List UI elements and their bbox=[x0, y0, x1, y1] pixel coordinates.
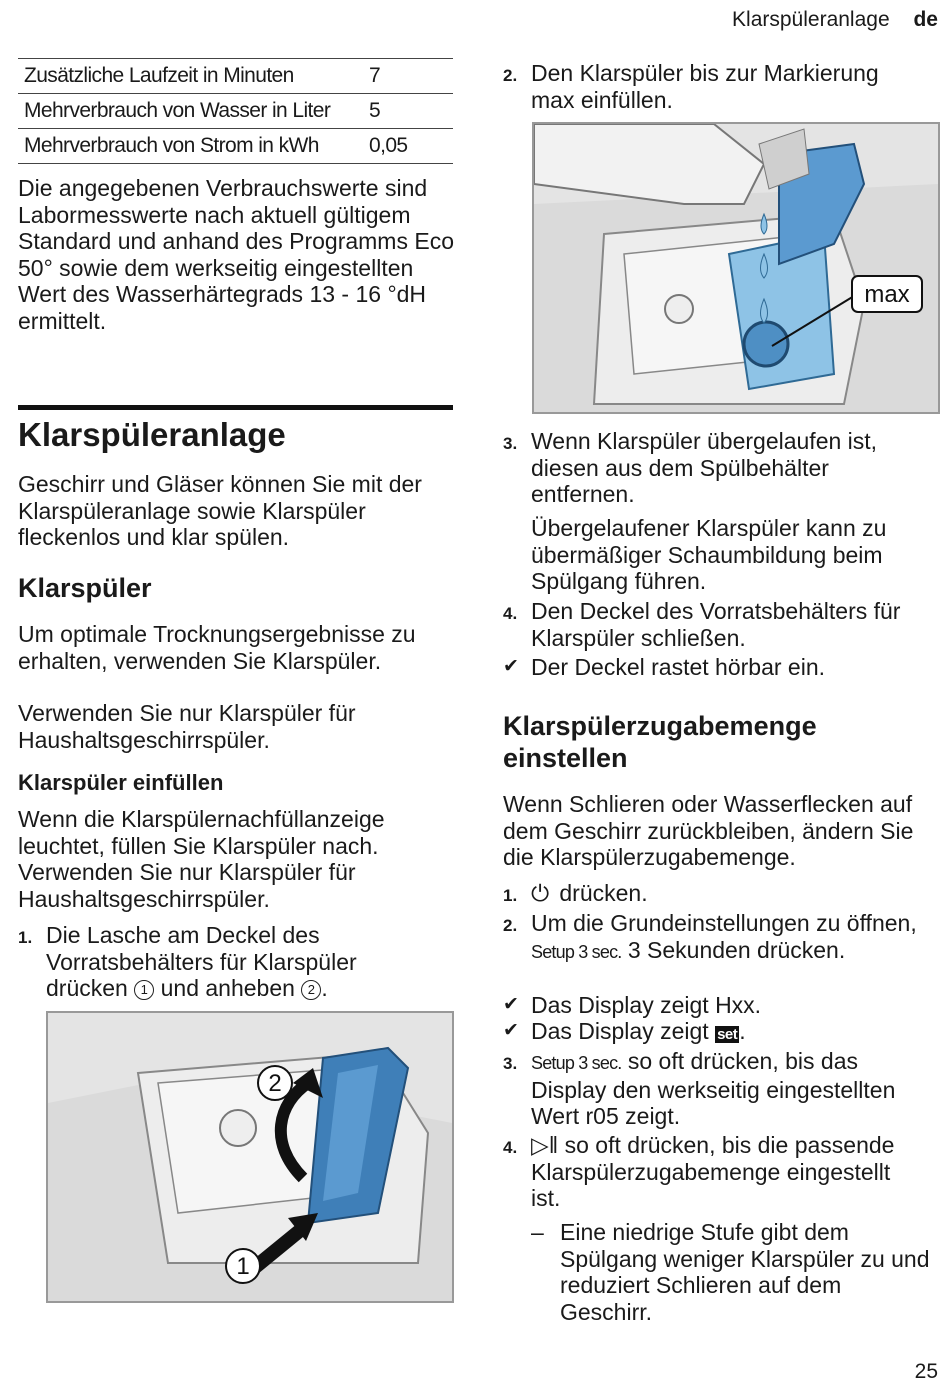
step-text: so oft drücken, bis das Display den werkseitig eingestellten Wert r05 zeigt. bbox=[531, 1048, 896, 1129]
circle-1-icon: 1 bbox=[134, 980, 154, 1000]
dispenser-fill-illustration bbox=[534, 124, 938, 412]
row-label: Mehrverbrauch von Strom in kWh bbox=[18, 129, 363, 164]
check-icon: ✔ bbox=[503, 994, 519, 1015]
step-3 bbox=[503, 428, 933, 508]
section-rule bbox=[18, 405, 453, 410]
step-number: 3. bbox=[503, 434, 518, 453]
paragraph: Verwenden Sie nur Klarspüler für Haushaltsgeschirrspüler. bbox=[18, 859, 356, 912]
result-3: ✔ Das Display zeigt set. bbox=[503, 1018, 746, 1044]
play-pause-icon: ▷‖ bbox=[531, 1132, 559, 1158]
step-number: 2. bbox=[503, 66, 518, 85]
step-text: Den Klarspüler bis zur Markierung max einfüllen. bbox=[531, 60, 879, 113]
figure-fill-max bbox=[532, 122, 940, 414]
step-number: 3. bbox=[503, 1054, 518, 1073]
paragraph: Wenn die Klarspülernachfüllanzeige leuchtet, füllen Sie Klarspüler nach. bbox=[18, 806, 385, 859]
consumption-table-wrap bbox=[18, 58, 453, 164]
step-4 bbox=[503, 598, 933, 651]
circle-2-icon: 2 bbox=[301, 980, 321, 1000]
consumption-table bbox=[18, 58, 453, 164]
step-text: so oft drücken, bis die passende Klarspülerzugabemenge eingestellt ist. bbox=[531, 1132, 895, 1211]
step-number: 4. bbox=[503, 604, 518, 623]
sub-item-text: Eine niedrige Stufe gibt dem Spülgang weniger Klarspüler zu und reduziert Schlieren auf dem Geschirr. bbox=[560, 1219, 930, 1325]
step-note: Übergelaufener Klarspüler kann zu übermäßiger Schaumbildung beim Spülgang führen. bbox=[531, 515, 887, 594]
step-1: 1. Die Lasche am Deckel des Vorratsbehälters für Klarspüler drücken 1 und anheben 2 . bbox=[18, 922, 357, 1001]
step-text: 3 Sekunden drücken. bbox=[627, 936, 846, 963]
paragraph: Verwenden Sie nur Klarspüler für Haushaltsgeschirrspüler. bbox=[18, 700, 356, 753]
section-intro: Geschirr und Gläser können Sie mit der Klarspüleranlage sowie Klarspüler fleckenlos und klar spülen. bbox=[18, 471, 422, 550]
row-value: 5 bbox=[363, 94, 453, 129]
page-number: 25 bbox=[914, 1360, 938, 1383]
result-text: Der Deckel rastet hörbar ein. bbox=[531, 654, 826, 680]
setting-step-1 bbox=[503, 880, 933, 910]
step-text: Die Lasche am Deckel des Vorratsbehälters für Klarspüler drücken bbox=[46, 922, 357, 1001]
step-text: Wenn Klarspüler übergelaufen ist, diesen aus dem Spülbehälter entfernen. bbox=[531, 428, 878, 507]
result-text: Das Display zeigt bbox=[531, 1018, 709, 1044]
figure-label-1: 1 bbox=[236, 1253, 250, 1280]
step-text: und anheben bbox=[160, 975, 295, 1001]
step-number: 4. bbox=[503, 1138, 518, 1157]
check-icon: ✔ bbox=[503, 656, 519, 677]
setup-button-label: Setup 3 sec. bbox=[531, 941, 622, 962]
row-value: 0,05 bbox=[363, 129, 453, 164]
row-label: Zusätzliche Laufzeit in Minuten bbox=[18, 59, 363, 94]
sub-item bbox=[531, 1219, 936, 1325]
check-icon: ✔ bbox=[503, 1020, 519, 1041]
setting-step-2 bbox=[503, 910, 933, 965]
dispenser-open-illustration bbox=[48, 1013, 452, 1301]
result-2 bbox=[503, 992, 933, 1019]
subsubsection-title: Klarspüler einfüllen bbox=[18, 770, 224, 795]
table-row bbox=[18, 94, 453, 129]
header-lang: de bbox=[913, 8, 938, 31]
figure-label-2: 2 bbox=[268, 1070, 282, 1097]
table-row bbox=[18, 129, 453, 164]
step-number: 1. bbox=[18, 928, 33, 947]
dash: – bbox=[531, 1219, 544, 1245]
subsection-title: Klarspülerzugabemenge einstellen bbox=[503, 711, 817, 773]
paragraph: Wenn Schlieren oder Wasserflecken auf dem Geschirr zurückbleiben, ändern Sie die Klarspülerzugabemenge. bbox=[503, 791, 914, 870]
paragraph: Um optimale Trocknungsergebnisse zu erhalten, verwenden Sie Klarspüler. bbox=[18, 621, 416, 674]
page-header bbox=[732, 8, 938, 32]
figure-label-max: max bbox=[864, 281, 910, 308]
setting-step-4 bbox=[503, 1132, 933, 1212]
power-icon: ⏻ bbox=[531, 880, 550, 906]
figure-open-lid bbox=[46, 1011, 454, 1303]
row-value: 7 bbox=[363, 59, 453, 94]
result-text: Das Display zeigt Hxx. bbox=[531, 992, 762, 1018]
step-text: Um die Grundeinstellungen zu öffnen, bbox=[531, 910, 917, 936]
subsection-title: Klarspüler bbox=[18, 573, 152, 603]
step-2 bbox=[503, 60, 933, 113]
result-1 bbox=[503, 654, 933, 681]
setup-button-label: Setup 3 sec. bbox=[531, 1053, 622, 1073]
header-section: Klarspüleranlage bbox=[732, 8, 890, 31]
consumption-note: Die angegebenen Verbrauchswerte sind Labormesswerte nach aktuell gültigem Standard und anhand des Programms Eco 50° sowie dem werkseitig eingestellten Wert des Wasserhärtegrads 13 - 16 °dH ermittelt. bbox=[18, 175, 454, 334]
step-text: drücken. bbox=[559, 880, 648, 906]
row-label: Mehrverbrauch von Wasser in Liter bbox=[18, 94, 363, 129]
setting-step-3 bbox=[503, 1048, 933, 1130]
table-row bbox=[18, 59, 453, 94]
step-text: Den Deckel des Vorratsbehälters für Klarspüler schließen. bbox=[531, 598, 901, 651]
display-set-badge: set bbox=[717, 1026, 738, 1043]
step-number: 2. bbox=[503, 916, 518, 935]
step-number: 1. bbox=[503, 886, 518, 905]
section-title: Klarspüleranlage bbox=[18, 416, 286, 453]
